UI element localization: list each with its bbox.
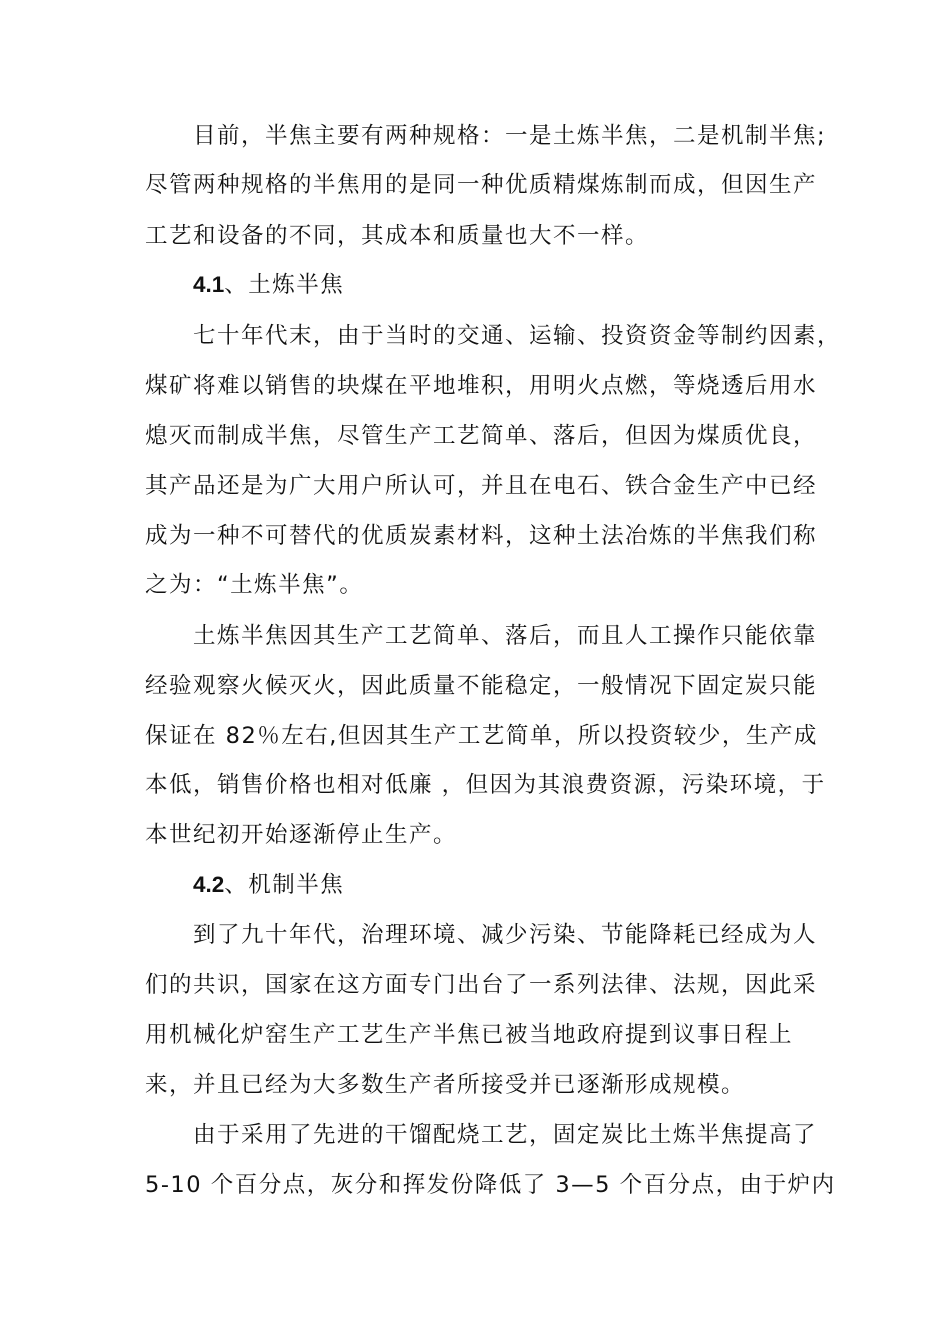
s2-p2-line-2: 5-10 个百分点，灰分和挥发份降低了 3—5 个百分点，由于炉内 xyxy=(145,1172,836,1198)
s1-p1-line-2: 煤矿将难以销售的块煤在平地堆积，用明火点燃，等烧透后用水 xyxy=(145,373,818,399)
s1-p1-line-6: 之为：“土炼半焦”。 xyxy=(145,572,364,598)
section-heading-4-1 xyxy=(193,270,805,300)
s2-p1-line-1: 到了九十年代，治理环境、减少污染、节能降耗已经成为人 xyxy=(193,922,818,948)
s1-p2-line-5: 本世纪初开始逐渐停止生产。 xyxy=(145,822,458,848)
intro-line-3: 工艺和设备的不同，其成本和质量也大不一样。 xyxy=(145,223,650,249)
s2-p1-line-4: 来，并且已经为大多数生产者所接受并已逐渐形成规模。 xyxy=(145,1072,746,1098)
section-number: 4.2 xyxy=(193,872,225,897)
section-heading-4-2 xyxy=(193,870,805,900)
section-number: 4.1 xyxy=(193,272,225,297)
section-title: 、机制半焦 xyxy=(224,872,345,898)
s2-p2-line-1: 由于采用了先进的干馏配烧工艺，固定炭比土炼半焦提高了 xyxy=(193,1122,818,1148)
s1-p2-line-3: 保证在 82％左右,但因其生产工艺简单，所以投资较少，生产成 xyxy=(145,723,818,749)
s1-p2-line-1: 土炼半焦因其生产工艺简单、落后，而且人工操作只能依靠 xyxy=(193,623,818,649)
section-title: 、土炼半焦 xyxy=(224,272,345,298)
s1-p1-line-4: 其产品还是为广大用户所认可，并且在电石、铁合金生产中已经 xyxy=(145,473,818,499)
s1-p2-line-2: 经验观察火候灭火，因此质量不能稳定，一般情况下固定炭只能 xyxy=(145,673,818,699)
intro-line-2: 尽管两种规格的半焦用的是同一种优质精煤炼制而成，但因生产 xyxy=(145,172,818,198)
s2-p1-line-2: 们的共识，国家在这方面专门出台了一系列法律、法规，因此采 xyxy=(145,972,818,998)
s1-p1-line-1: 七十年代末，由于当时的交通、运输、投资资金等制约因素， xyxy=(193,323,842,349)
s1-p1-line-3: 熄灭而制成半焦，尽管生产工艺简单、落后，但因为煤质优良， xyxy=(145,423,818,449)
intro-line-1: 目前，半焦主要有两种规格：一是土炼半焦，二是机制半焦; xyxy=(193,123,827,149)
s2-p1-line-3: 用机械化炉窑生产工艺生产半焦已被当地政府提到议事日程上 xyxy=(145,1022,794,1048)
s1-p2-line-4: 本低，销售价格也相对低廉 ，但因为其浪费资源，污染环境，于 xyxy=(145,772,826,798)
s1-p1-line-5: 成为一种不可替代的优质炭素材料，这种土法冶炼的半焦我们称 xyxy=(145,523,818,549)
